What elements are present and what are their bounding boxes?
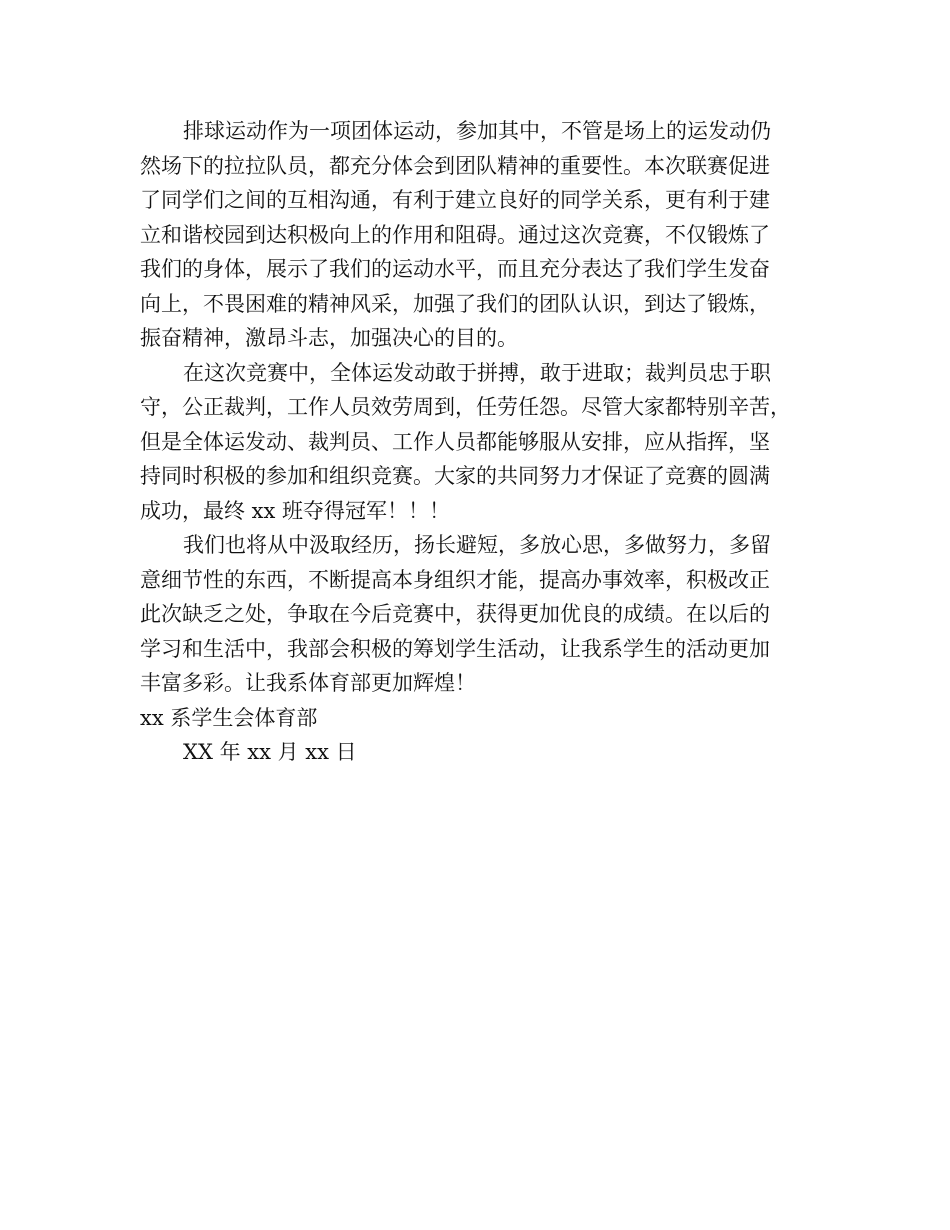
signature-line: xx 系学生会体育部 bbox=[140, 705, 318, 730]
paragraph-line: 振奋精神，激昂斗志，加强决心的目的。 bbox=[140, 326, 518, 350]
paragraph-line: 丰富多彩。让我系体育部更加辉煌！ bbox=[140, 671, 476, 695]
paragraph-line: 了同学们之间的互相沟通，有利于建立良好的同学关系，更有利于建 bbox=[140, 188, 770, 212]
paragraph-line: 立和谐校园到达积极向上的作用和阻碍。通过这次竞赛，不仅锻炼了 bbox=[140, 222, 770, 247]
paragraph-2 bbox=[140, 356, 830, 529]
paragraph-line: 排球运动作为一项团体运动，参加其中，不管是场上的运发动仍 bbox=[183, 119, 771, 143]
paragraph-3 bbox=[140, 528, 830, 701]
paragraph-line: 持同时积极的参加和组织竞赛。大家的共同努力才保证了竞赛的圆满 bbox=[140, 464, 770, 488]
paragraph-line: 向上，不畏困难的精神风采，加强了我们的团队认识，到达了锻炼， bbox=[140, 291, 770, 316]
paragraph-1 bbox=[140, 114, 830, 356]
document-body bbox=[140, 114, 830, 770]
paragraph-line: 意细节性的东西，不断提高本身组织才能，提高办事效率，积极改正 bbox=[140, 567, 770, 592]
paragraph-line: 在这次竞赛中，全体运发动敢于拼搏，敢于进取；裁判员忠于职 bbox=[183, 360, 771, 385]
paragraph-line: 然场下的拉拉队员，都充分体会到团队精神的重要性。本次联赛促进 bbox=[140, 153, 770, 178]
paragraph-line: 但是全体运发动、裁判员、工作人员都能够服从安排，应从指挥，坚 bbox=[140, 429, 770, 454]
paragraph-line: 我们的身体，展示了我们的运动水平，而且充分表达了我们学生发奋 bbox=[140, 257, 770, 281]
paragraph-line: 学习和生活中，我部会积极的筹划学生活动，让我系学生的活动更加 bbox=[140, 636, 770, 661]
paragraph-line: 此次缺乏之处，争取在今后竞赛中，获得更加优良的成绩。在以后的 bbox=[140, 602, 770, 626]
paragraph-line: 守，公正裁判，工作人员效劳周到，任劳任怨。尽管大家都特别辛苦， bbox=[140, 395, 791, 419]
date-line: XX 年 xx 月 xx 日 bbox=[183, 740, 357, 764]
paragraph-line: 成功，最终 xx 班夺得冠军！！！ bbox=[140, 498, 451, 523]
paragraph-line: 我们也将从中汲取经历，扬长避短，多放心思，多做努力，多留 bbox=[183, 533, 771, 557]
